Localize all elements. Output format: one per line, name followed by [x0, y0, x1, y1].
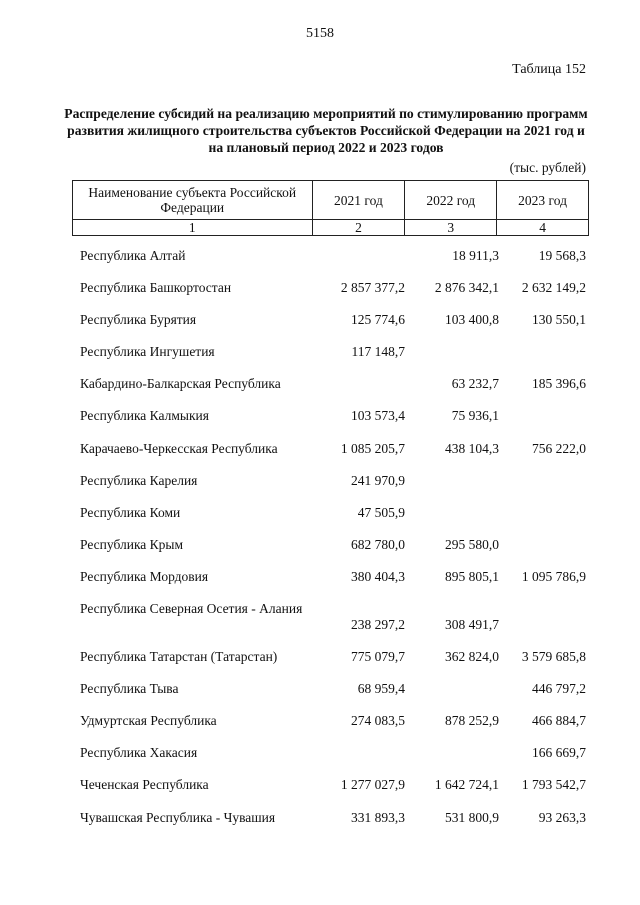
table-header [72, 180, 589, 236]
subject-name: Республика Башкортостан [80, 280, 232, 296]
table-row [0, 373, 640, 405]
table-row [0, 774, 640, 806]
table-row [0, 405, 640, 437]
table-row [0, 309, 640, 341]
subject-name: Республика Крым [80, 536, 184, 552]
table-row [0, 710, 640, 742]
value-2023: 1 095 786,9 [521, 568, 586, 584]
value-2023: 185 396,6 [532, 376, 586, 392]
value-2023: 19 568,3 [538, 248, 586, 263]
table-row [0, 277, 640, 309]
value-2023: 166 669,7 [532, 745, 586, 761]
subject-name: Республика Тыва [80, 681, 179, 697]
table-title: Распределение субсидий на реализацию мероприятий по стимулированию программ развития жилищного строительства субъектов Российской Федерации на 2021 год и на плановый период 2022 и 2023 годов [64, 106, 588, 155]
subject-name: Республика Северная Осетия - Алания [80, 601, 303, 617]
value-2022: 2 876 342,1 [434, 280, 499, 296]
table-row [0, 598, 640, 646]
value-2021: 47 505,9 [357, 504, 405, 520]
value-2023: 93 263,3 [538, 809, 586, 825]
value-2023: 130 550,1 [532, 312, 586, 328]
subject-name: Чувашская Республика - Чувашия [80, 809, 276, 825]
value-2021: 274 083,5 [351, 713, 405, 729]
value-2021: 103 573,4 [351, 408, 405, 424]
value-2022: 295 580,0 [445, 536, 499, 552]
value-2021: 775 079,7 [351, 649, 405, 665]
value-2022: 103 400,8 [445, 312, 499, 328]
subject-name: Республика Татарстан (Татарстан) [80, 649, 278, 665]
value-2022: 308 491,7 [445, 617, 499, 633]
value-2022: 438 104,3 [445, 440, 499, 456]
value-2023: 446 797,2 [532, 681, 586, 697]
table-label: Таблица 152 [512, 62, 586, 77]
value-2023: 756 222,0 [532, 440, 586, 456]
value-2021: 125 774,6 [351, 312, 405, 328]
unit-label: (тыс. рублей) [509, 160, 586, 175]
value-2023: 3 579 685,8 [521, 649, 586, 665]
table-row [0, 566, 640, 598]
subject-name: Республика Бурятия [80, 312, 197, 328]
subject-name: Республика Коми [80, 504, 181, 520]
subject-name: Республика Мордовия [80, 568, 209, 584]
column-number-3: 3 [405, 220, 497, 236]
table-row [0, 438, 640, 470]
subject-name: Республика Хакасия [80, 745, 198, 761]
subject-name: Республика Ингушетия [80, 344, 215, 360]
value-2023: 466 884,7 [532, 713, 586, 729]
column-number-2: 2 [312, 220, 405, 236]
column-number-4: 4 [497, 220, 589, 236]
column-header-subject: Наименование субъекта Российской Федерации [73, 181, 313, 220]
column-header-2021: 2021 год [312, 181, 405, 220]
subject-name: Республика Алтай [80, 248, 186, 263]
subject-name: Карачаево-Черкесская Республика [80, 440, 278, 456]
page-number: 5158 [306, 26, 334, 41]
table-row [0, 646, 640, 678]
value-2021: 682 780,0 [351, 536, 405, 552]
value-2021: 380 404,3 [351, 568, 405, 584]
value-2022: 75 936,1 [451, 408, 499, 424]
table-row [0, 470, 640, 502]
table-row [0, 678, 640, 710]
column-header-2023: 2023 год [497, 181, 589, 220]
table-row [0, 245, 640, 277]
value-2021: 117 148,7 [351, 344, 405, 360]
table-row [0, 807, 640, 839]
value-2023: 1 793 542,7 [521, 777, 586, 793]
subject-name: Чеченская Республика [80, 777, 209, 793]
subject-name: Удмуртская Республика [80, 713, 217, 729]
value-2022: 531 800,9 [445, 809, 499, 825]
value-2021: 68 959,4 [357, 681, 405, 697]
subject-name: Республика Калмыкия [80, 408, 209, 424]
value-2021: 238 297,2 [351, 617, 405, 633]
table-row [0, 502, 640, 534]
table-row [0, 534, 640, 566]
value-2021: 241 970,9 [351, 472, 405, 488]
table-row [0, 742, 640, 774]
column-number-1: 1 [73, 220, 313, 236]
subject-name: Кабардино-Балкарская Республика [80, 376, 281, 392]
value-2021: 2 857 377,2 [340, 280, 405, 296]
value-2021: 331 893,3 [351, 809, 405, 825]
value-2022: 362 824,0 [445, 649, 499, 665]
value-2021: 1 277 027,9 [340, 777, 405, 793]
table-body [0, 245, 640, 839]
value-2022: 1 642 724,1 [434, 777, 499, 793]
value-2022: 895 805,1 [445, 568, 499, 584]
value-2023: 2 632 149,2 [521, 280, 586, 296]
value-2022: 878 252,9 [445, 713, 499, 729]
value-2021: 1 085 205,7 [340, 440, 405, 456]
table-row [0, 341, 640, 373]
subject-name: Республика Карелия [80, 472, 198, 488]
value-2022: 63 232,7 [451, 376, 499, 392]
value-2022: 18 911,3 [452, 248, 499, 263]
column-header-2022: 2022 год [405, 181, 497, 220]
